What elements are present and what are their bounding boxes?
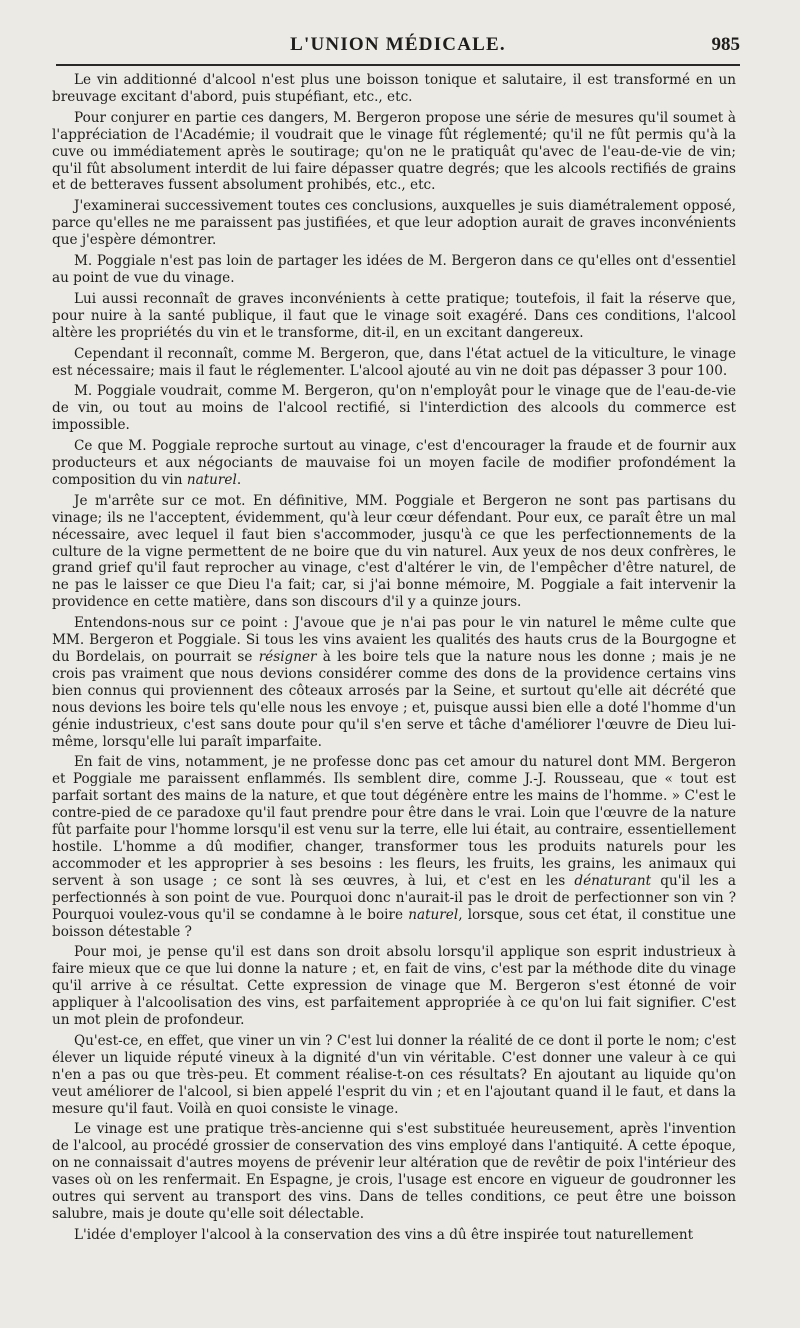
paragraph: Pour moi, je pense qu'il est dans son droit absolu lorsqu'il applique son esprit industrieux à faire mieux que ce que lui donne la nature ; et, en fait de vins, c'est par la méthode dite du vinage qu'il arrive à ce résultat. Cette expression de vinage que M. Bergeron s'est étonné de voir appliquer à l'alcoolisation des vins, est parfaitement appropriée à ce qu'on lui fait signifier. C'est un mot plein de profondeur. xyxy=(52,944,736,1029)
italic-word: dénaturant xyxy=(574,872,652,889)
paragraph-text: Ce que M. Poggiale reproche surtout au vinage, c'est d'encourager la fraude et de fournir aux producteurs et aux négociants de mauvaise foi un moyen facile de modifier profondément la composition du vin xyxy=(52,438,736,488)
page-header xyxy=(56,30,740,60)
paragraph: M. Poggiale n'est pas loin de partager les idées de M. Bergeron dans ce qu'elles ont d'essentiel au point de vue du vinage. xyxy=(52,253,736,286)
paragraph xyxy=(52,438,736,489)
paragraph: Le vinage est une pratique très-ancienne qui s'est substituée heureusement, après l'invention de l'alcool, au procédé grossier de conservation des vins employé dans l'antiquité. A cette époque, on ne connaissait d'autres moyens de prévenir leur altération que de revêtir de poix l'intérieur des vases où on les renfermait. En Espagne, je crois, l'usage est encore en vigueur de goudronner les outres qui servent au transport des vins. Dans de telles conditions, ce peut être une boisson salubre, mais je doute qu'elle soit délectable. xyxy=(52,1121,736,1222)
paragraph-text: . xyxy=(236,471,242,488)
paragraph: Lui aussi reconnaît de graves inconvénients à cette pratique; toutefois, il fait la réserve que, pour nuire à la santé publique, il faut que le vinage soit exagéré. Dans ces conditions, l'alcool altère les propriétés du vin et le transforme, dit-il, en un excitant dangereux. xyxy=(52,290,736,341)
italic-word: naturel xyxy=(408,906,459,923)
paragraph xyxy=(52,615,736,750)
paragraph-text: à les boire tels que la nature nous les donne ; mais je ne crois pas vraiment que nous devions considérer comme des dons de la providence certains vins bien connus qui proviennent des côteaux arrosés par la Seine, et surtout qu'elle ait décrété que nous devions les boire tels qu'elle nous les envoye ; et, puisque aussi bien elle a doté l'homme d'un génie industrieux, c'est sans doute pour qu'il s'en serve et tâche d'améliorer l'œuvre de Dieu lui-même, lorsqu'elle lui paraît imparfaite. xyxy=(52,649,736,750)
italic-word: naturel xyxy=(186,471,237,488)
page-number: 985 xyxy=(711,34,740,55)
paragraph: Pour conjurer en partie ces dangers, M. Bergeron propose une série de mesures qu'il soumet à l'appréciation de l'Académie; il voudrait que le vinage fût réglementé; qu'il ne fût permis qu'à la cuve ou immédiatement après le soutirage; qu'on ne le pratiquât qu'avec de l'eau-de-vie de vin; qu'il fût absolument interdit de lui faire dépasser quatre degrés; que les alcools rectifiés de grains et de betteraves fussent absolument prohibés, etc., etc. xyxy=(52,109,736,194)
header-rule xyxy=(56,64,740,66)
paragraph-text: Entendons-nous sur ce point : J'avoue que je n'ai pas pour le vin naturel le même culte que MM. Bergeron et Poggiale. Si tous les vins avaient les qualités des hauts crus de la Bourgogne et du Bordelais, on pourrait se xyxy=(52,615,736,665)
article-body xyxy=(52,72,736,1248)
paragraph: Qu'est-ce, en effet, que viner un vin ? C'est lui donner la réalité de ce dont il porte le nom; c'est élever un liquide réputé vineux à la dignité d'un vin véritable. C'est donner une valeur à ce qui n'en a pas ou que très-peu. Et comment réalise-t-on ces résultats? En ajoutant au liquide qu'on veut améliorer de l'alcool, si bien appelé l'esprit du vin ; et en l'ajoutant quand il le faut, et dans la mesure qu'il faut. Voilà en quoi consiste le vinage. xyxy=(52,1032,736,1117)
italic-word: résigner xyxy=(258,649,317,665)
paragraph: Je m'arrête sur ce mot. En définitive, MM. Poggiale et Bergeron ne sont pas partisans du vinage; ils ne l'acceptent, évidemment, qu'à leur cœur défendant. Pour eux, ce paraît être un mal nécessaire, avec lequel il faut bien s'accommoder, jusqu'à ce que les perfectionnements de la culture de la vigne permettent de ne boire que du vin naturel. Aux yeux de nos deux confrères, le grand grief qu'il faut reprocher au vinage, c'est d'altérer le vin, de l'empêcher d'être naturel, de ne pas le laisser ce que Dieu l'a fait; car, si j'ai bonne mémoire, M. Poggiale a fait intervenir la providence en cette matière, dans son discours d'il y a quinze jours. xyxy=(52,492,736,611)
paragraph xyxy=(52,754,736,940)
paragraph: Cependant il reconnaît, comme M. Bergeron, que, dans l'état actuel de la viticulture, le vinage est nécessaire; mais il faut le réglementer. L'alcool ajouté au vin ne doit pas dépasser 3 pour 100. xyxy=(52,345,736,379)
paragraph: J'examinerai successivement toutes ces conclusions, auxquelles je suis diamétralement opposé, parce qu'elles ne me paraissent pas justifiées, et que leur adoption aurait de graves inconvénients que j'espère démontrer. xyxy=(52,198,736,249)
paragraph-text: qu'il les a perfectionnés à son point de vue. Pourquoi donc n'aurait-il pas le droit de perfectionner son vin ? Pourquoi voulez-vous qu'il se condamne à le boire xyxy=(52,872,736,923)
paragraph-text: En fait de vins, notamment, je ne professe donc pas cet amour du naturel dont MM. Bergeron et Poggiale me paraissent enflammés. Ils semblent dire, comme J.-J. Rousseau, que « tout est parfait sortant des mains de la nature, et que tout dégénère entre les mains de l'homme. » C'est le contre-pied de ce paradoxe qu'il faut prendre pour être dans le vrai. Loin que l'œuvre de la nature fût parfaite pour l'homme lorsqu'il est venu sur la terre, elle lui était, au contraire, essentiellement hostile. L'homme a dû modifier, changer, transformer tous les produits naturels pour les accommoder et les approprier à ses besoins : les fleurs, les fruits, les grains, les animaux qui servent à son usage ; ce sont là ses œuvres, à lui, et c'est en les xyxy=(52,754,736,889)
running-title: L'UNION MÉDICALE. xyxy=(290,34,506,55)
paragraph: L'idée d'employer l'alcool à la conservation des vins a dû être inspirée tout naturellement xyxy=(74,1226,694,1243)
paragraph: M. Poggiale voudrait, comme M. Bergeron, qu'on n'employât pour le vinage que de l'eau-de-vie de vin, ou tout au moins de l'alcool rectifié, si l'interdiction des alcools du commerce est impossible. xyxy=(52,383,736,434)
paragraph: Le vin additionné d'alcool n'est plus une boisson tonique et salutaire, il est transformé en un breuvage excitant d'abord, puis stupéfiant, etc., etc. xyxy=(52,72,736,105)
paragraph-text: , lorsque, sous cet état, il constitue une boisson détestable ? xyxy=(52,906,736,940)
